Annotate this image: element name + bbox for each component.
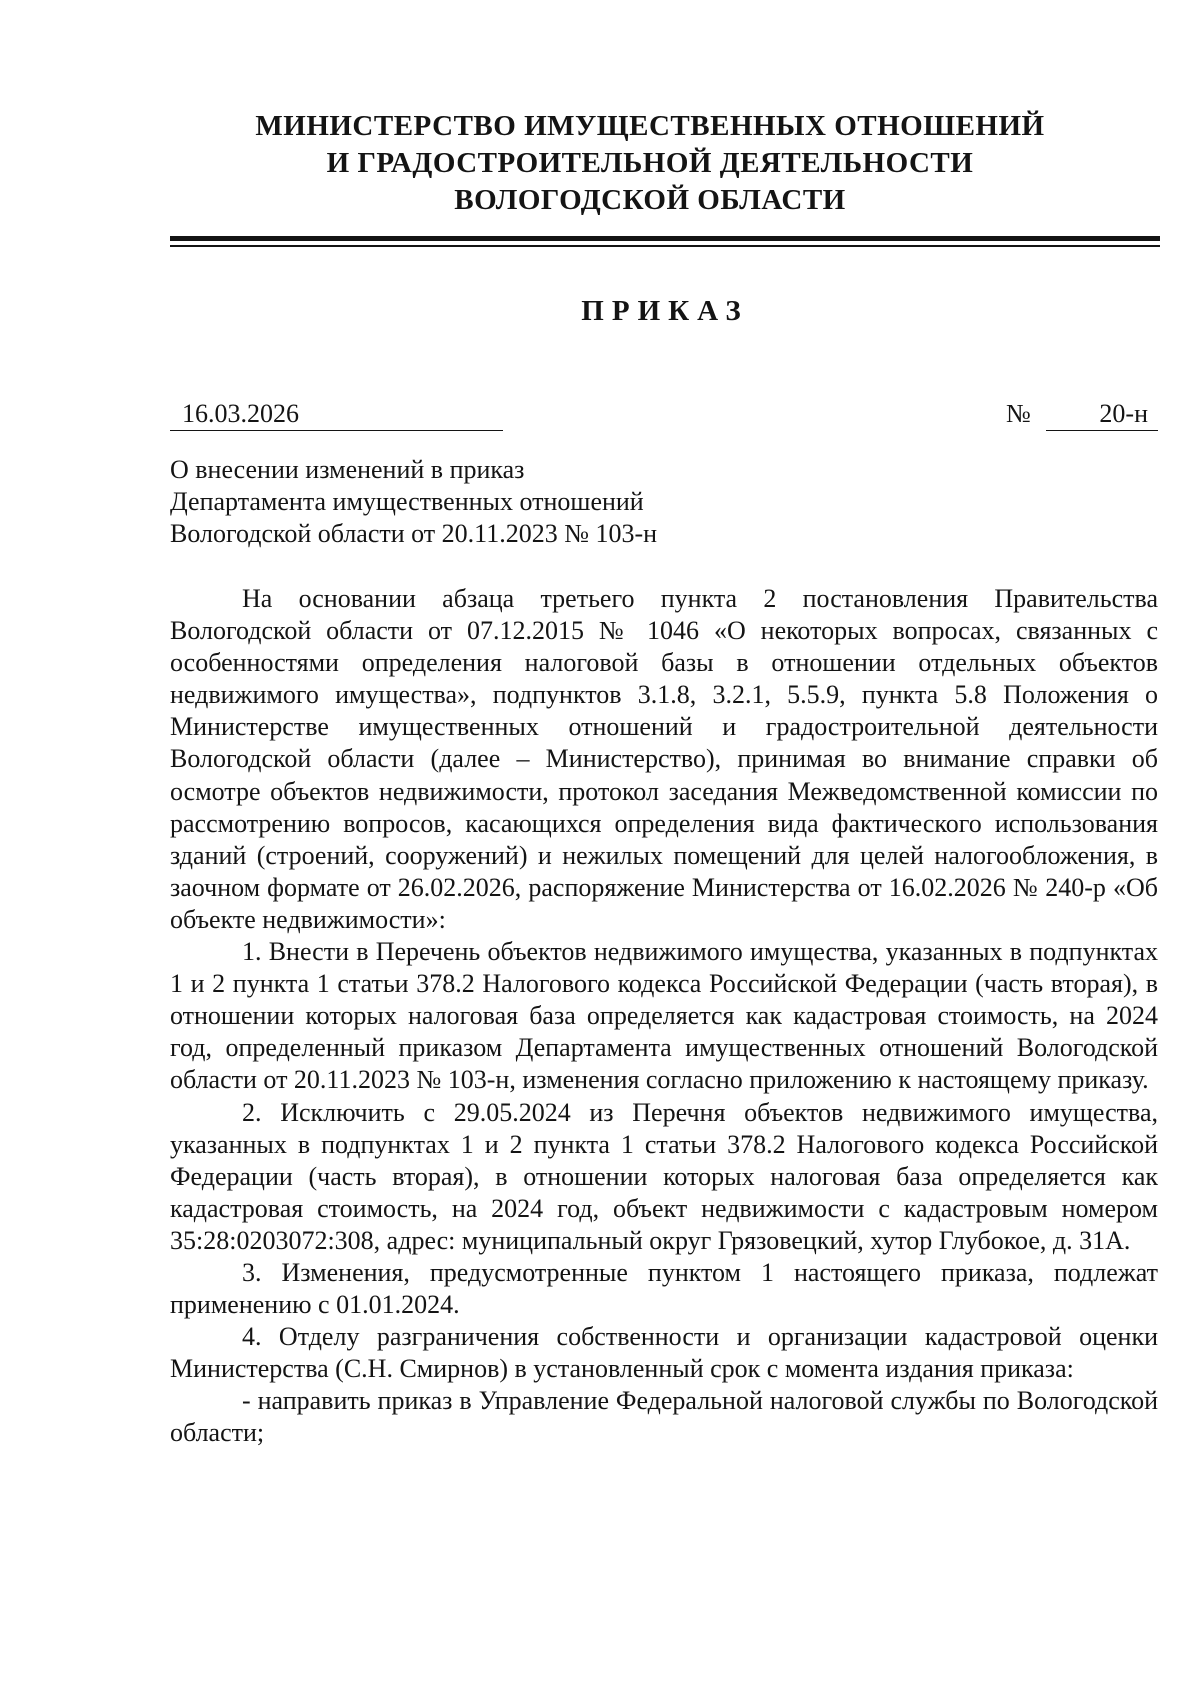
ministry-header [150, 108, 1150, 219]
header-divider-thick [170, 236, 1160, 241]
document-title: ПРИКАЗ [581, 295, 749, 327]
order-subject-line-2: Департамента имущественных отношений [170, 487, 644, 516]
preamble-paragraph: На основании абзаца третьего пункта 2 постановления Правительства Вологодской области от 07.12.2015 № 1046 «О некоторых вопросах, связанных с особенностями определения налоговой базы в отношении отдельных объектов недвижимого имущества», подпунктов 3.1.8, 3.2.1, 5.5.9, пункта 5.8 Положения о Министерстве имущественных отношений и градостроительной деятельности Вологодской области (далее – Министерство), принимая во внимание справки об осмотре объектов недвижимости, протокол заседания Межведомственной комиссии по рассмотрению вопросов, касающихся определения вида фактического использования зданий (строений, сооружений) и нежилых помещений для целей налогообложения, в заочном формате от 26.02.2026, распоряжение Министерства от 16.02.2026 № 240-р «Об объекте недвижимости»: [170, 584, 1158, 934]
header-divider-thin [170, 245, 1160, 247]
order-subject-line-3: Вологодской области от 20.11.2023 № 103-н [170, 519, 658, 548]
order-body [170, 583, 1158, 1450]
order-number: 20-н [1046, 398, 1158, 431]
clause-3-paragraph: 3. Изменения, предусмотренные пунктом 1 настоящего приказа, подлежат применению с 01.01.2024. [170, 1257, 1158, 1320]
ministry-header-line-2: И ГРАДОСТРОИТЕЛЬНОЙ ДЕЯТЕЛЬНОСТИ [326, 147, 974, 179]
clause-4-bullet: - направить приказ в Управление Федеральной налоговой службы по Вологодской области; [170, 1386, 1158, 1448]
clause-2-paragraph: 2. Исключить с 29.05.2024 из Перечня объектов недвижимого имущества, указанных в подпунктах 1 и 2 пункта 1 статьи 378.2 Налогового кодекса Российской Федерации (часть вторая), в отношении которых налоговая база определяется как кадастровая стоимость, на 2024 год, объект недвижимости с кадастровым номером 35:28:0203072:308, адрес: муниципальный округ Грязовецкий, хутор Глубокое, д. 31А. [170, 1097, 1158, 1255]
order-subject [170, 454, 870, 550]
order-number-sign: № [1006, 399, 1031, 428]
ministry-header-line-3: ВОЛОГОДСКОЙ ОБЛАСТИ [454, 184, 846, 216]
ministry-header-line-1: МИНИСТЕРСТВО ИМУЩЕСТВЕННЫХ ОТНОШЕНИЙ [255, 110, 1045, 142]
order-date: 16.03.2026 [170, 398, 503, 431]
order-subject-line-1: О внесении изменений в приказ [170, 455, 525, 484]
clause-4-paragraph: 4. Отделу разграничения собственности и организации кадастровой оценки Министерства (С.Н. Смирнов) в установленный срок с момента издания приказа: [170, 1322, 1158, 1384]
clause-1-paragraph: 1. Внести в Перечень объектов недвижимого имущества, указанных в подпунктах 1 и 2 пункта 1 статьи 378.2 Налогового кодекса Российской Федерации (часть вторая), в отношении которых налоговая база определяется как кадастровая стоимость, на 2024 год, определенный приказом Департамента имущественных отношений Вологодской области от 20.11.2023 № 103-н, изменения согласно приложению к настоящему приказу. [170, 937, 1158, 1095]
